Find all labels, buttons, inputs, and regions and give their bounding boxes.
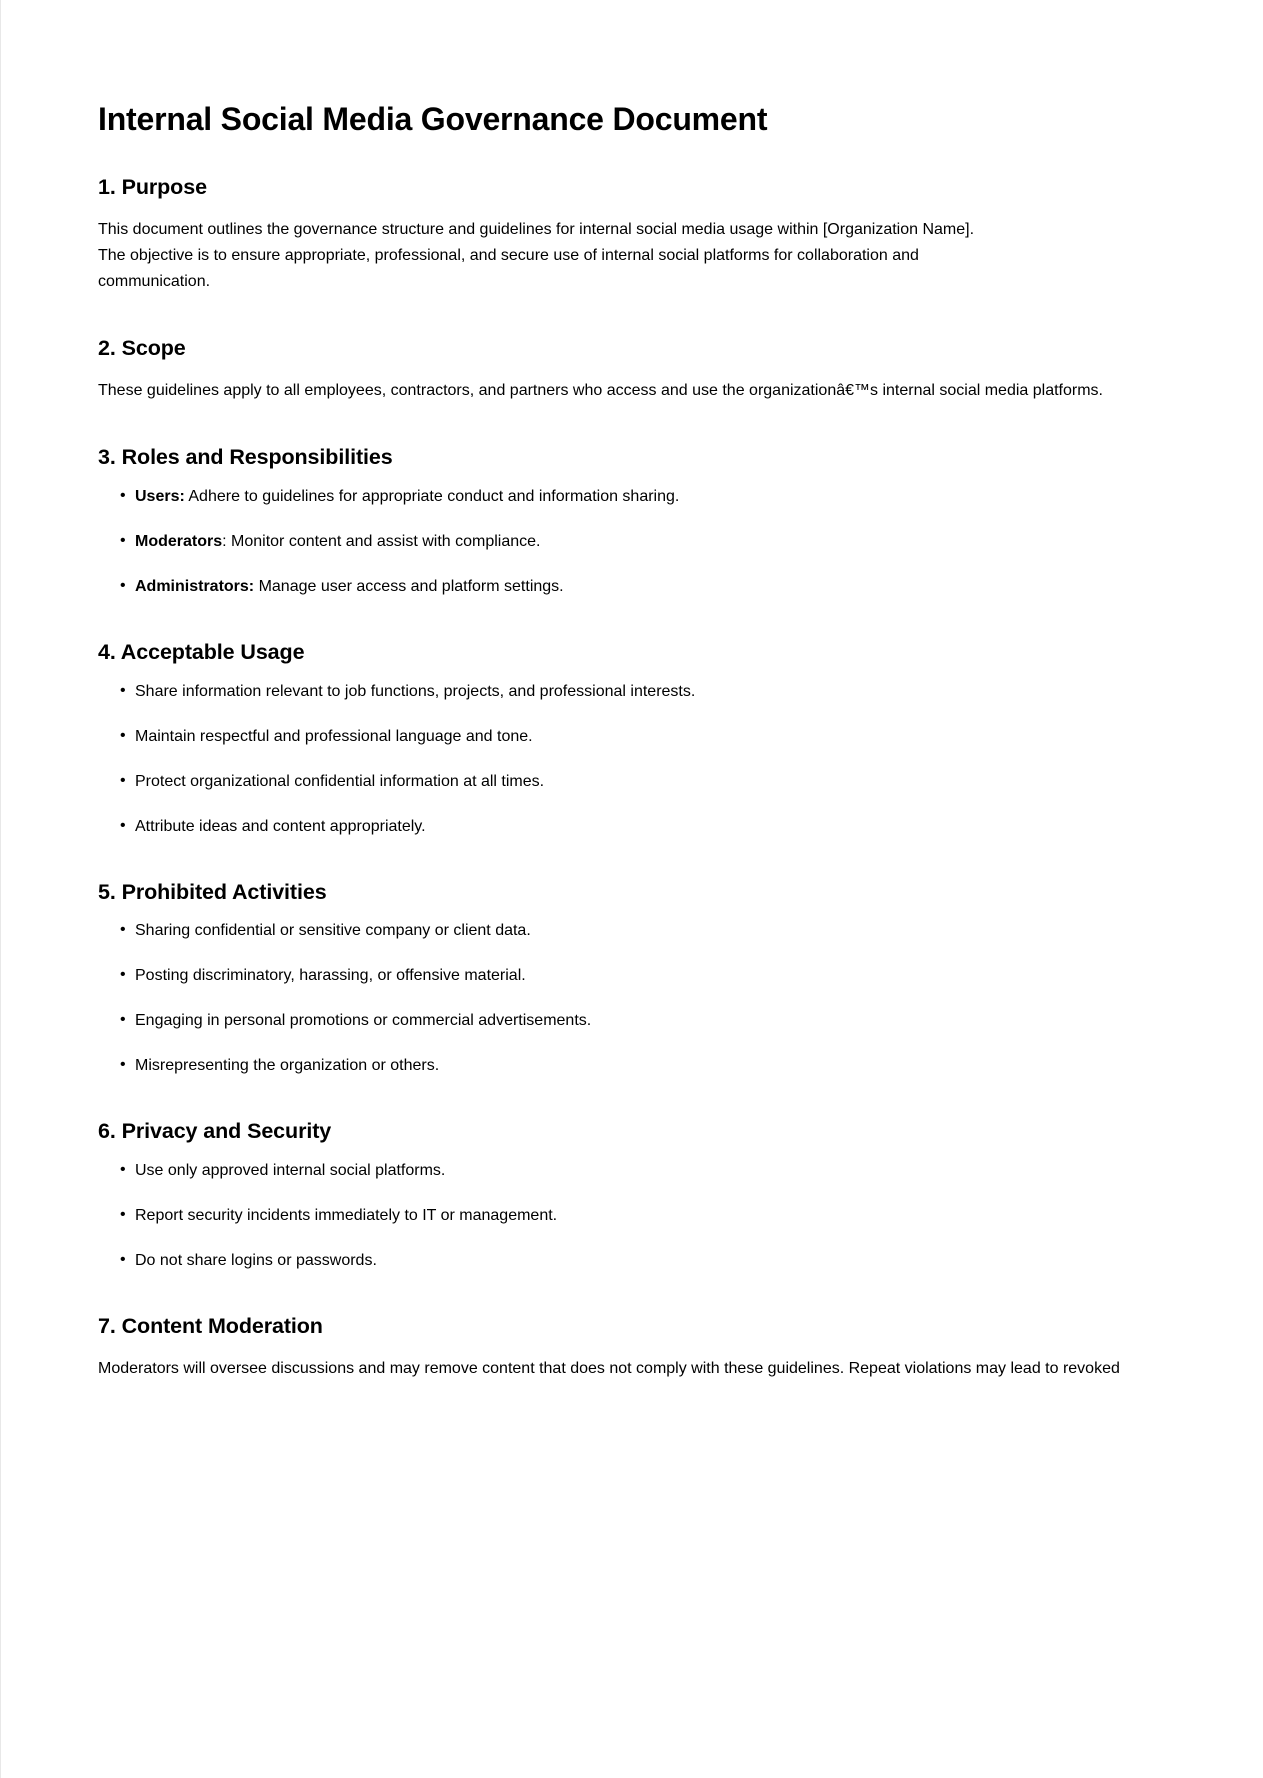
list-item	[98, 919, 1213, 943]
bullet-icon: •	[120, 531, 126, 549]
list-item-label: Moderators	[135, 532, 223, 550]
section-paragraph-content-moderation: Moderators will oversee discussions and may remove content that does not comply with these guidelines. Repeat violations may lead to revoked	[98, 1360, 1120, 1378]
list-item-text: Protect organizational confidential information at all times.	[135, 772, 545, 790]
list-item-text: Posting discriminatory, harassing, or offensive material.	[135, 967, 526, 985]
list-item-text: Misrepresenting the organization or others.	[135, 1057, 440, 1075]
section-paragraph-scope: These guidelines apply to all employees, contractors, and partners who access and use the organizationâ€™s internal social media platforms.	[98, 381, 1103, 399]
bullet-icon: •	[120, 921, 126, 939]
list-item-text: Use only approved internal social platforms.	[135, 1162, 446, 1180]
list-item	[98, 485, 1213, 509]
section-heading-purpose: 1. Purpose	[98, 175, 207, 200]
list-item	[98, 770, 1213, 794]
list-item	[98, 680, 1213, 704]
bullet-icon: •	[120, 771, 126, 789]
bullet-icon: •	[120, 1056, 126, 1074]
list-item	[98, 1009, 1213, 1033]
list-item-text: Manage user access and platform settings.	[254, 577, 564, 595]
section-heading-scope: 2. Scope	[98, 335, 186, 360]
section-heading-prohibited-activities: 5. Prohibited Activities	[98, 879, 327, 904]
bullet-icon: •	[120, 486, 126, 504]
section-list-acceptable-usage	[98, 680, 1213, 839]
bullet-icon: •	[120, 681, 126, 699]
list-item	[98, 815, 1213, 839]
list-item-text: Sharing confidential or sensitive company or client data.	[135, 922, 531, 940]
bullet-icon: •	[120, 1206, 126, 1224]
document-content	[98, 0, 1213, 1382]
list-item-text: Attribute ideas and content appropriately.	[135, 817, 426, 835]
list-item-label: Administrators:	[135, 577, 255, 595]
section-list-prohibited-activities	[98, 919, 1213, 1078]
section-heading-content-moderation: 7. Content Moderation	[98, 1314, 323, 1339]
list-item-text: Share information relevant to job functions, projects, and professional interests.	[135, 682, 696, 700]
section-list-roles-and-responsibilities	[98, 485, 1213, 599]
bullet-icon: •	[120, 816, 126, 834]
section-heading-roles-and-responsibilities: 3. Roles and Responsibilities	[98, 444, 393, 469]
list-item	[98, 575, 1213, 599]
page-title: Internal Social Media Governance Document	[98, 101, 768, 137]
list-item-text: Do not share logins or passwords.	[135, 1252, 377, 1270]
section-list-privacy-and-security	[98, 1159, 1213, 1273]
list-item-text: Report security incidents immediately to IT or management.	[135, 1207, 558, 1225]
bullet-icon: •	[120, 1251, 126, 1269]
section-heading-acceptable-usage: 4. Acceptable Usage	[98, 639, 305, 664]
list-item-text: Adhere to guidelines for appropriate conduct and information sharing.	[184, 487, 680, 505]
section-heading-privacy-and-security: 6. Privacy and Security	[98, 1119, 332, 1144]
list-item	[98, 1054, 1213, 1078]
list-item-text: Maintain respectful and professional language and tone.	[135, 727, 533, 745]
list-item	[98, 1159, 1213, 1183]
list-item	[98, 725, 1213, 749]
bullet-icon: •	[120, 576, 126, 594]
list-item-label: Users:	[135, 487, 185, 505]
bullet-icon: •	[120, 966, 126, 984]
list-item-text: : Monitor content and assist with compliance.	[222, 532, 541, 550]
bullet-icon: •	[120, 1161, 126, 1179]
list-item-text: Engaging in personal promotions or commercial advertisements.	[135, 1012, 592, 1030]
page-left-edge-rule	[0, 0, 1, 1778]
list-item	[98, 1249, 1213, 1273]
list-item	[98, 530, 1213, 554]
bullet-icon: •	[120, 726, 126, 744]
bullet-icon: •	[120, 1011, 126, 1029]
list-item	[98, 964, 1213, 988]
list-item	[98, 1204, 1213, 1228]
section-paragraph-purpose: This document outlines the governance structure and guidelines for internal social media usage within [Organization Name]. The objective is to ensure appropriate, professional, and secure use of internal social platforms for collaboration and communication.	[98, 221, 975, 291]
